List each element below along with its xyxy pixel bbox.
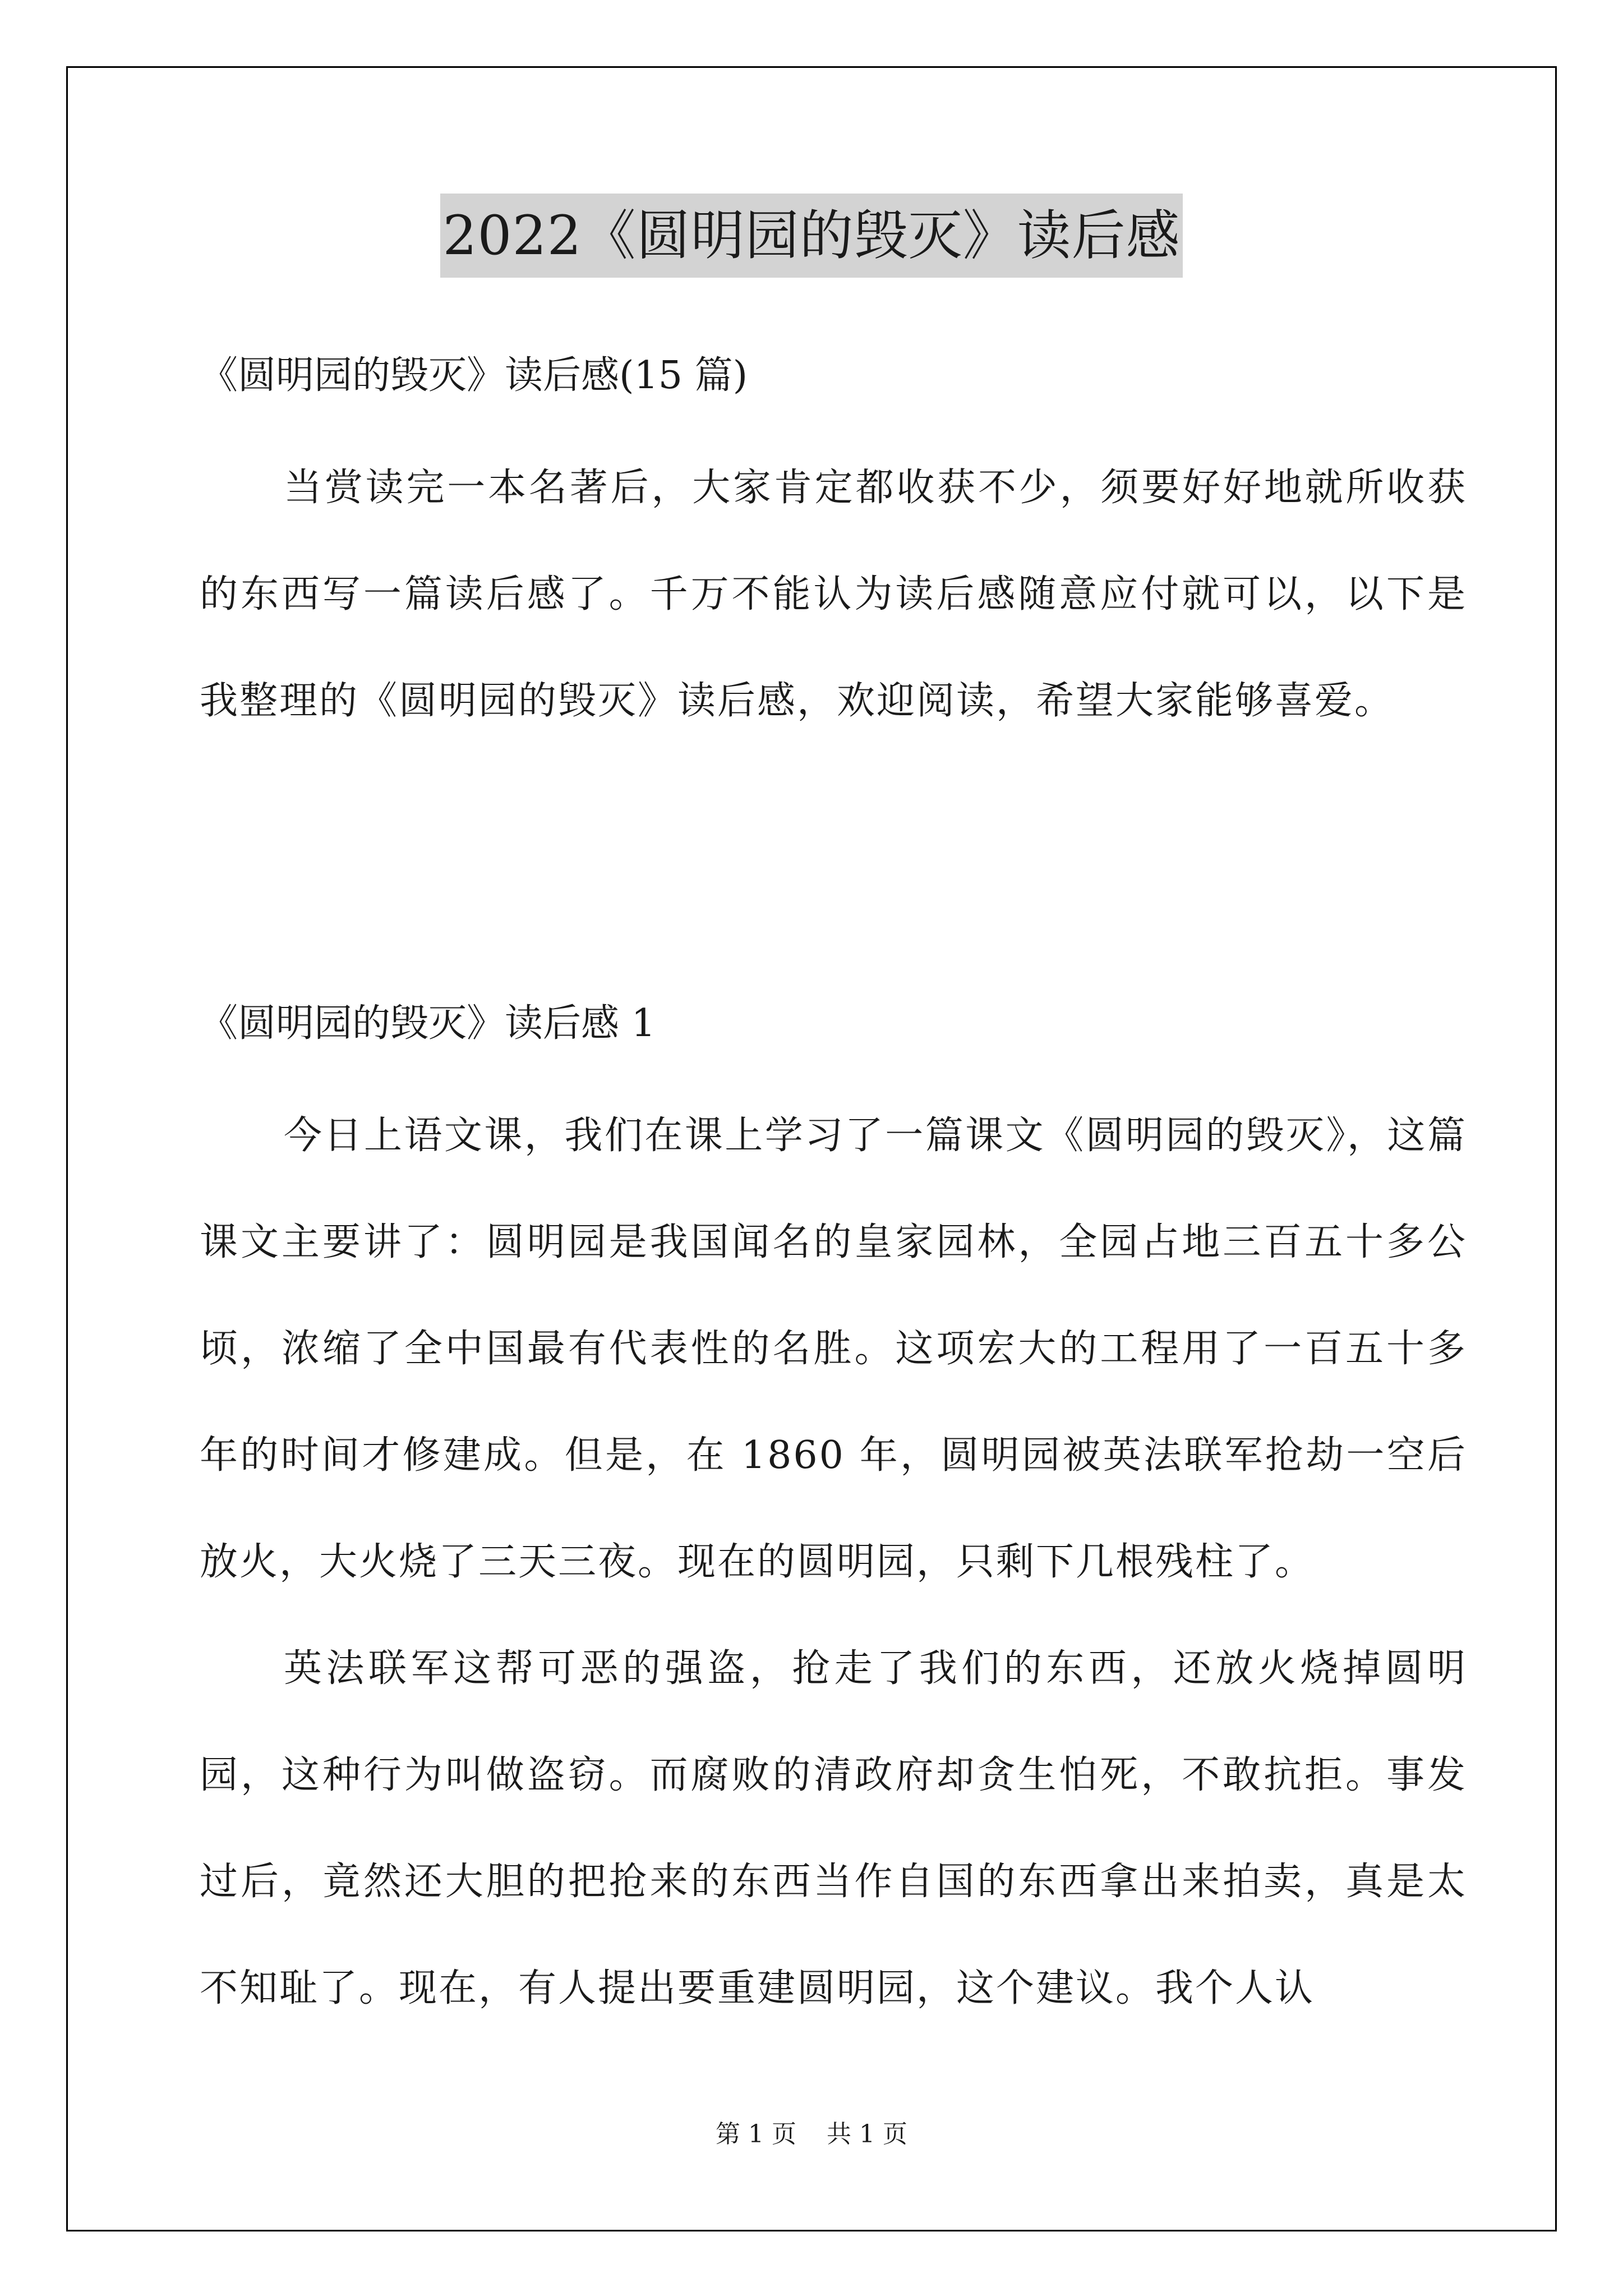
page-footer <box>0 2118 1623 2151</box>
document-title: 2022《圆明园的毁灭》读后感 <box>440 194 1182 278</box>
title-container <box>0 194 1623 278</box>
page-number-total: 共 1 页 <box>827 2120 907 2148</box>
body-paragraph-1: 今日上语文课，我们在课上学习了一篇课文《圆明园的毁灭》，这篇课文主要讲了：圆明园是我国闻名的皇家园林，全园占地三百五十多公顷，浓缩了全中国最有代表性的名胜。这项宏大的工程用了一百五十多年的时间才修建成。但是，在 1860 年，圆明园被英法联军抢劫一空后放火，大火烧了三天三夜。现在的圆明园，只剩下几根残柱了。 <box>200 1114 1467 1584</box>
document-subtitle: 《圆明园的毁灭》读后感(15 篇) <box>200 353 748 398</box>
section-heading: 《圆明园的毁灭》读后感 1 <box>200 1001 656 1046</box>
intro-block <box>200 435 1467 754</box>
page-number-current: 第 1 页 <box>716 2120 796 2148</box>
body-block <box>200 1083 1467 2042</box>
intro-paragraph: 当赏读完一本名著后，大家肯定都收获不少，须要好好地就所收获的东西写一篇读后感了。千万不能认为读后感随意应付就可以，以下是我整理的《圆明园的毁灭》读后感，欢迎阅读，希望大家能够喜爱。 <box>200 466 1467 723</box>
body-paragraph-2: 英法联军这帮可恶的强盗，抢走了我们的东西，还放火烧掉圆明园，这种行为叫做盗窃。而腐败的清政府却贪生怕死，不敢抗拒。事发过后，竟然还大胆的把抢来的东西当作自国的东西拿出来拍卖，真是太不知耻了。现在，有人提出要重建圆明园，这个建议。我个人认 <box>200 1646 1467 2010</box>
